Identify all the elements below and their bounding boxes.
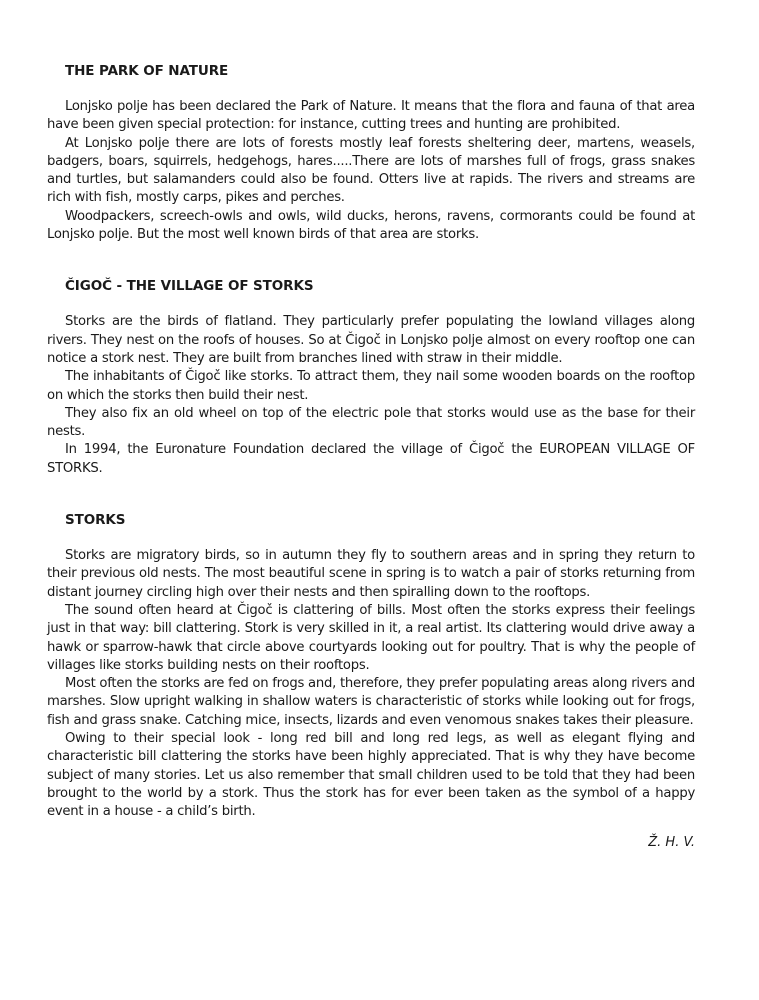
section-storks (47, 511, 695, 821)
paragraph: Storks are the birds of flatland. They particularly prefer populating the lowland villages along rivers. They nest on the roofs of houses. So at Čigoč in Lonjsko polje almost on every rooftop one can notice a stork nest. They are built from branches lined with straw in their middle. (47, 314, 695, 366)
paragraph: The sound often heard at Čigoč is clattering of bills. Most often the storks express their feelings just in that way: bill clattering. Stork is very skilled in it, a real artist. Its clattering would drive away a hawk or sparrow-hawk that circle above courtyards looking out for poultry. That is why the people of villages like storks building nests on their rooftops. (47, 602, 695, 673)
section-heading: THE PARK OF NATURE (65, 63, 229, 79)
section-park-of-nature (47, 62, 695, 244)
paragraph: The inhabitants of Čigoč like storks. To attract them, they nail some wooden boards on the rooftop on which the storks then build their nest. (47, 369, 695, 403)
paragraph: In 1994, the Euronature Foundation declared the village of Čigoč the EUROPEAN VILLAGE OF STORKS. (47, 442, 695, 476)
document-page (47, 62, 695, 852)
paragraph: Owing to their special look - long red bill and long red legs, as well as elegant flying and characteristic bill clattering the storks have been highly appreciated. That is why they have become subject of many stories. Let us also remember that small children used to be told that they had been brought to the world by a stork. Thus the stork has for ever been taken as the symbol of a happy event in a house - a child’s birth. (47, 731, 695, 820)
section-village-of-storks (47, 277, 695, 478)
paragraph: Lonjsko polje has been declared the Park of Nature. It means that the flora and fauna of that area have been given special protection: for instance, cutting trees and hunting are prohibited. (47, 99, 695, 133)
section-heading: ČIGOČ - THE VILLAGE OF STORKS (65, 278, 314, 295)
paragraph: Woodpackers, screech-owls and owls, wild ducks, herons, ravens, cormorants could be found at Lonjsko polje. But the most well known birds of that area are storks. (47, 208, 695, 243)
section-heading: STORKS (65, 512, 126, 529)
paragraph: Most often the storks are fed on frogs and, therefore, they prefer populating areas along rivers and marshes. Slow upright walking in shallow waters is characteristic of storks while looking out for frogs, fish and grass snake. Catching mice, insects, lizards and even venomous snakes takes their pleasure. (47, 676, 696, 728)
author-signature: Ž. H. V. (648, 834, 695, 850)
paragraph: At Lonjsko polje there are lots of forests mostly leaf forests sheltering deer, martens, weasels, badgers, boars, squirrels, hedgehogs, hares.....There are lots of marshes full of frogs, grass snakes and turtles, but salamanders could also be found. Otters live at rapids. The rivers and streams are rich with fish, mostly carps, pikes and perches. (47, 135, 695, 206)
paragraph: They also fix an old wheel on top of the electric pole that storks would use as the base for their nests. (47, 405, 695, 440)
paragraph: Storks are migratory birds, so in autumn they fly to southern areas and in spring they return to their previous old nests. The most beautiful scene in spring is to watch a pair of storks returning from distant journey circling high over their nests and then spiralling down to the rooftops. (47, 548, 695, 600)
